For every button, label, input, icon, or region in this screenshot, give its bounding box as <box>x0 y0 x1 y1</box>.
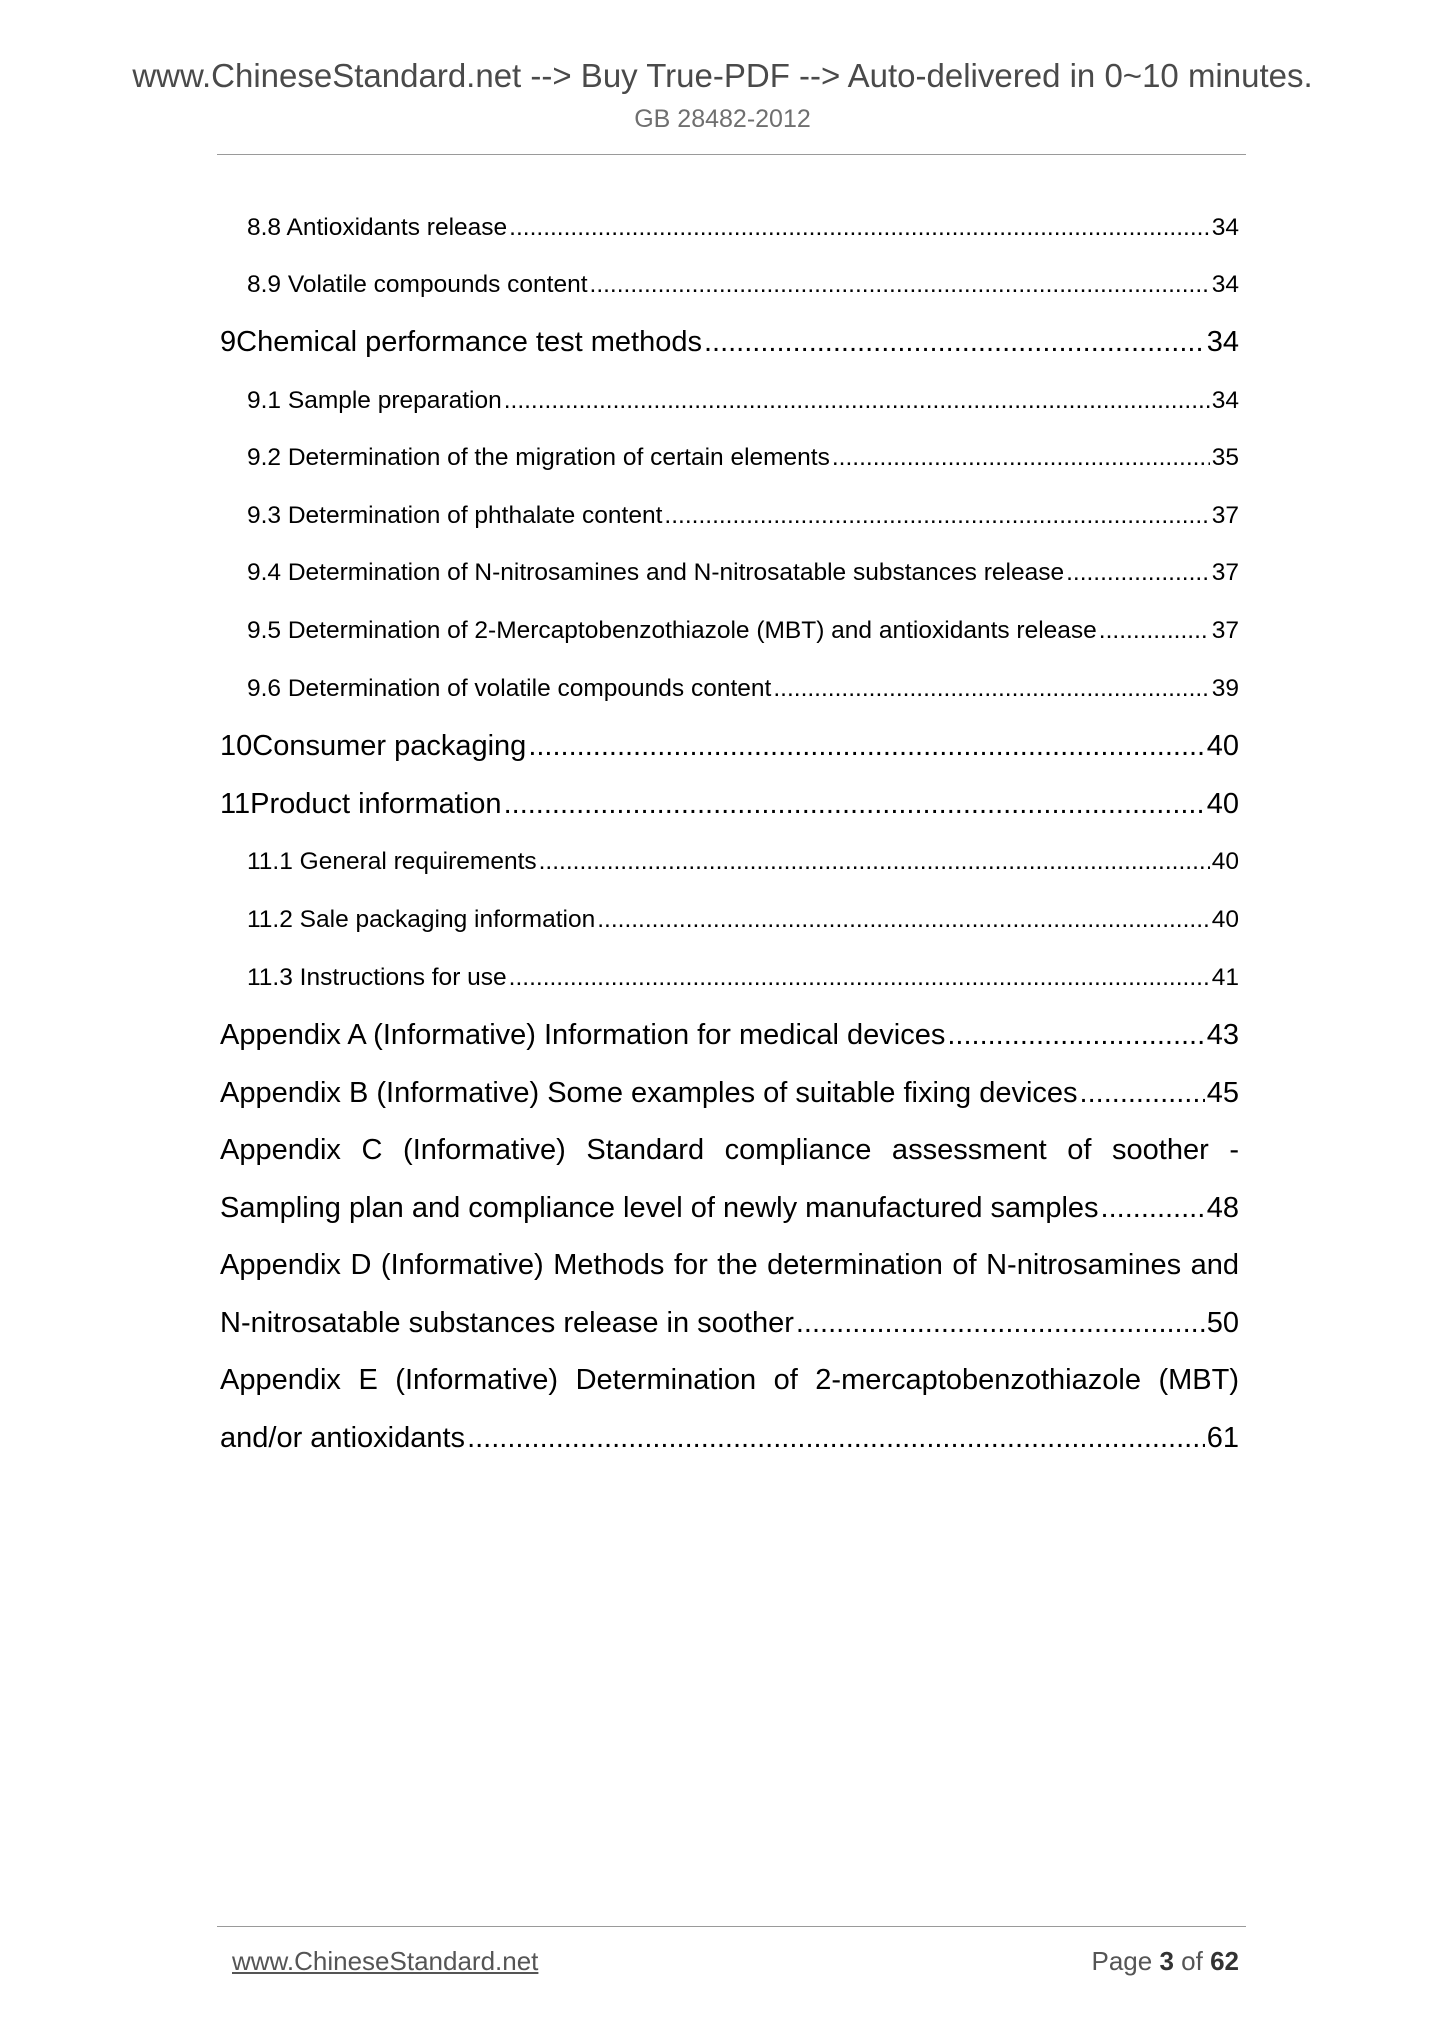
toc-dot-leader <box>796 1304 1205 1342</box>
toc-dot-leader <box>509 962 1210 994</box>
toc-page-number: 34 <box>1211 271 1239 298</box>
toc-entry-11-3[interactable] <box>247 962 1239 994</box>
toc-dot-leader <box>528 727 1204 765</box>
toc-page-number: 39 <box>1211 675 1239 702</box>
toc-entry-title: 9.4 Determination of N-nitrosamines and N-nitrosatable substances release <box>247 559 1065 586</box>
toc-page-number: 40 <box>1206 788 1239 820</box>
toc-dot-leader <box>704 323 1205 361</box>
page-of-label: of <box>1181 1946 1203 1976</box>
toc-entry-appendix-c-line1[interactable]: Appendix C (Informative) Standard compliance assessment of soother - <box>220 1134 1239 1166</box>
toc-dot-leader <box>509 212 1210 244</box>
footer-page-indicator <box>1091 1944 1239 1978</box>
toc-page-number: 35 <box>1211 444 1239 471</box>
toc-page-number: 48 <box>1206 1192 1239 1224</box>
toc-page-number: 34 <box>1211 214 1239 241</box>
page-total: 62 <box>1210 1946 1239 1976</box>
toc-entry-9-4[interactable] <box>247 557 1239 589</box>
toc-page-number: 61 <box>1206 1422 1239 1454</box>
toc-page-number: 43 <box>1206 1019 1239 1051</box>
toc-entry-appendix-e-line2[interactable] <box>220 1419 1239 1457</box>
toc-page-number: 41 <box>1211 964 1239 991</box>
toc-entry-appendix-c-line2[interactable] <box>220 1189 1239 1227</box>
toc-page-number: 34 <box>1206 326 1239 358</box>
toc-dot-leader <box>1099 615 1210 647</box>
toc-entry-title: Chemical performance test methods <box>236 326 702 358</box>
toc-entry-title: 8.9 Volatile compounds content <box>247 271 588 298</box>
toc-dot-leader <box>539 846 1210 878</box>
toc-entry-9-2[interactable] <box>247 442 1239 474</box>
toc-entry-9-1[interactable] <box>247 385 1239 417</box>
toc-dot-leader <box>947 1016 1204 1054</box>
toc-page-number: 40 <box>1211 848 1239 875</box>
toc-page-number: 37 <box>1211 617 1239 644</box>
toc-entry-title: 11.1 General requirements <box>247 848 537 875</box>
toc-entry-9[interactable] <box>220 323 1239 361</box>
toc-entry-title: 9.1 Sample preparation <box>247 387 502 414</box>
toc-dot-leader <box>1101 1189 1205 1227</box>
toc-entry-title: 9.3 Determination of phthalate content <box>247 502 663 529</box>
toc-entry-title: 11.2 Sale packaging information <box>247 906 596 933</box>
toc-chapter-number: 9 <box>220 326 237 358</box>
page-current: 3 <box>1159 1946 1174 1976</box>
toc-entry-title: Product information <box>250 788 502 820</box>
toc-entry-title: 9.6 Determination of volatile compounds content <box>247 675 772 702</box>
toc-entry-9-3[interactable] <box>247 500 1239 532</box>
toc-entry-appendix-a[interactable] <box>220 1016 1239 1054</box>
toc-dot-leader <box>1080 1074 1205 1112</box>
toc-entry-title: and/or antioxidants <box>220 1422 466 1454</box>
footer-website-link[interactable]: www.ChineseStandard.net <box>232 1946 539 1976</box>
toc-entry-title: 11.3 Instructions for use <box>247 964 507 991</box>
toc-entry-10[interactable] <box>220 727 1239 765</box>
toc-entry-appendix-e-line1[interactable]: Appendix E (Informative) Determination of 2-mercaptobenzothiazole (MBT) <box>220 1364 1239 1396</box>
toc-entry-title: N-nitrosatable substances release in soother <box>220 1307 794 1339</box>
toc-entry-title: 8.8 Antioxidants release <box>247 214 508 241</box>
toc-page-number: 50 <box>1206 1307 1239 1339</box>
toc-entry-8-8[interactable] <box>247 212 1239 244</box>
toc-entry-appendix-b[interactable] <box>220 1074 1239 1112</box>
toc-entry-8-9[interactable] <box>247 269 1239 301</box>
toc-chapter-number: 11 <box>220 788 251 820</box>
toc-entry-title: 9.5 Determination of 2-Mercaptobenzothiazole (MBT) and antioxidants release <box>247 617 1097 644</box>
toc-entry-title: Appendix B (Informative) Some examples of suitable fixing devices <box>220 1077 1078 1109</box>
toc-page-number: 37 <box>1211 559 1239 586</box>
toc-dot-leader <box>664 500 1209 532</box>
toc-entry-title: Sampling plan and compliance level of newly manufactured samples <box>220 1192 1099 1224</box>
document-code: GB 28482-2012 <box>634 105 811 133</box>
footer-divider <box>217 1926 1246 1927</box>
toc-dot-leader <box>1066 557 1210 589</box>
toc-dot-leader <box>504 385 1210 417</box>
toc-dot-leader <box>590 269 1210 301</box>
toc-entry-11-2[interactable] <box>247 904 1239 936</box>
toc-entry-appendix-d-line2[interactable] <box>220 1304 1239 1342</box>
toc-dot-leader <box>504 785 1205 823</box>
toc-dot-leader <box>832 442 1210 474</box>
toc-entry-appendix-d-line1[interactable]: Appendix D (Informative) Methods for the determination of N-nitrosamines and <box>220 1249 1239 1281</box>
page-label: Page <box>1091 1946 1153 1976</box>
toc-entry-11-1[interactable] <box>247 846 1239 878</box>
toc-dot-leader <box>467 1419 1205 1457</box>
toc-entry-9-6[interactable] <box>247 673 1239 705</box>
toc-entry-title: Consumer packaging <box>252 730 527 762</box>
toc-chapter-number: 10 <box>220 730 253 762</box>
toc-dot-leader <box>597 904 1210 936</box>
toc-page-number: 40 <box>1211 906 1239 933</box>
toc-page-number: 40 <box>1206 730 1239 762</box>
toc-page-number: 45 <box>1206 1077 1239 1109</box>
toc-page-number: 37 <box>1211 502 1239 529</box>
toc-dot-leader <box>773 673 1209 705</box>
toc-entry-title: Appendix A (Informative) Information for medical devices <box>220 1019 946 1051</box>
toc-entry-11[interactable] <box>220 785 1239 823</box>
header-banner: www.ChineseStandard.net --> Buy True-PDF --> Auto-delivered in 0~10 minutes. <box>132 57 1313 94</box>
toc-entry-9-5[interactable] <box>247 615 1239 647</box>
toc-page-number: 34 <box>1211 387 1239 414</box>
toc-entry-title: 9.2 Determination of the migration of certain elements <box>247 444 830 471</box>
